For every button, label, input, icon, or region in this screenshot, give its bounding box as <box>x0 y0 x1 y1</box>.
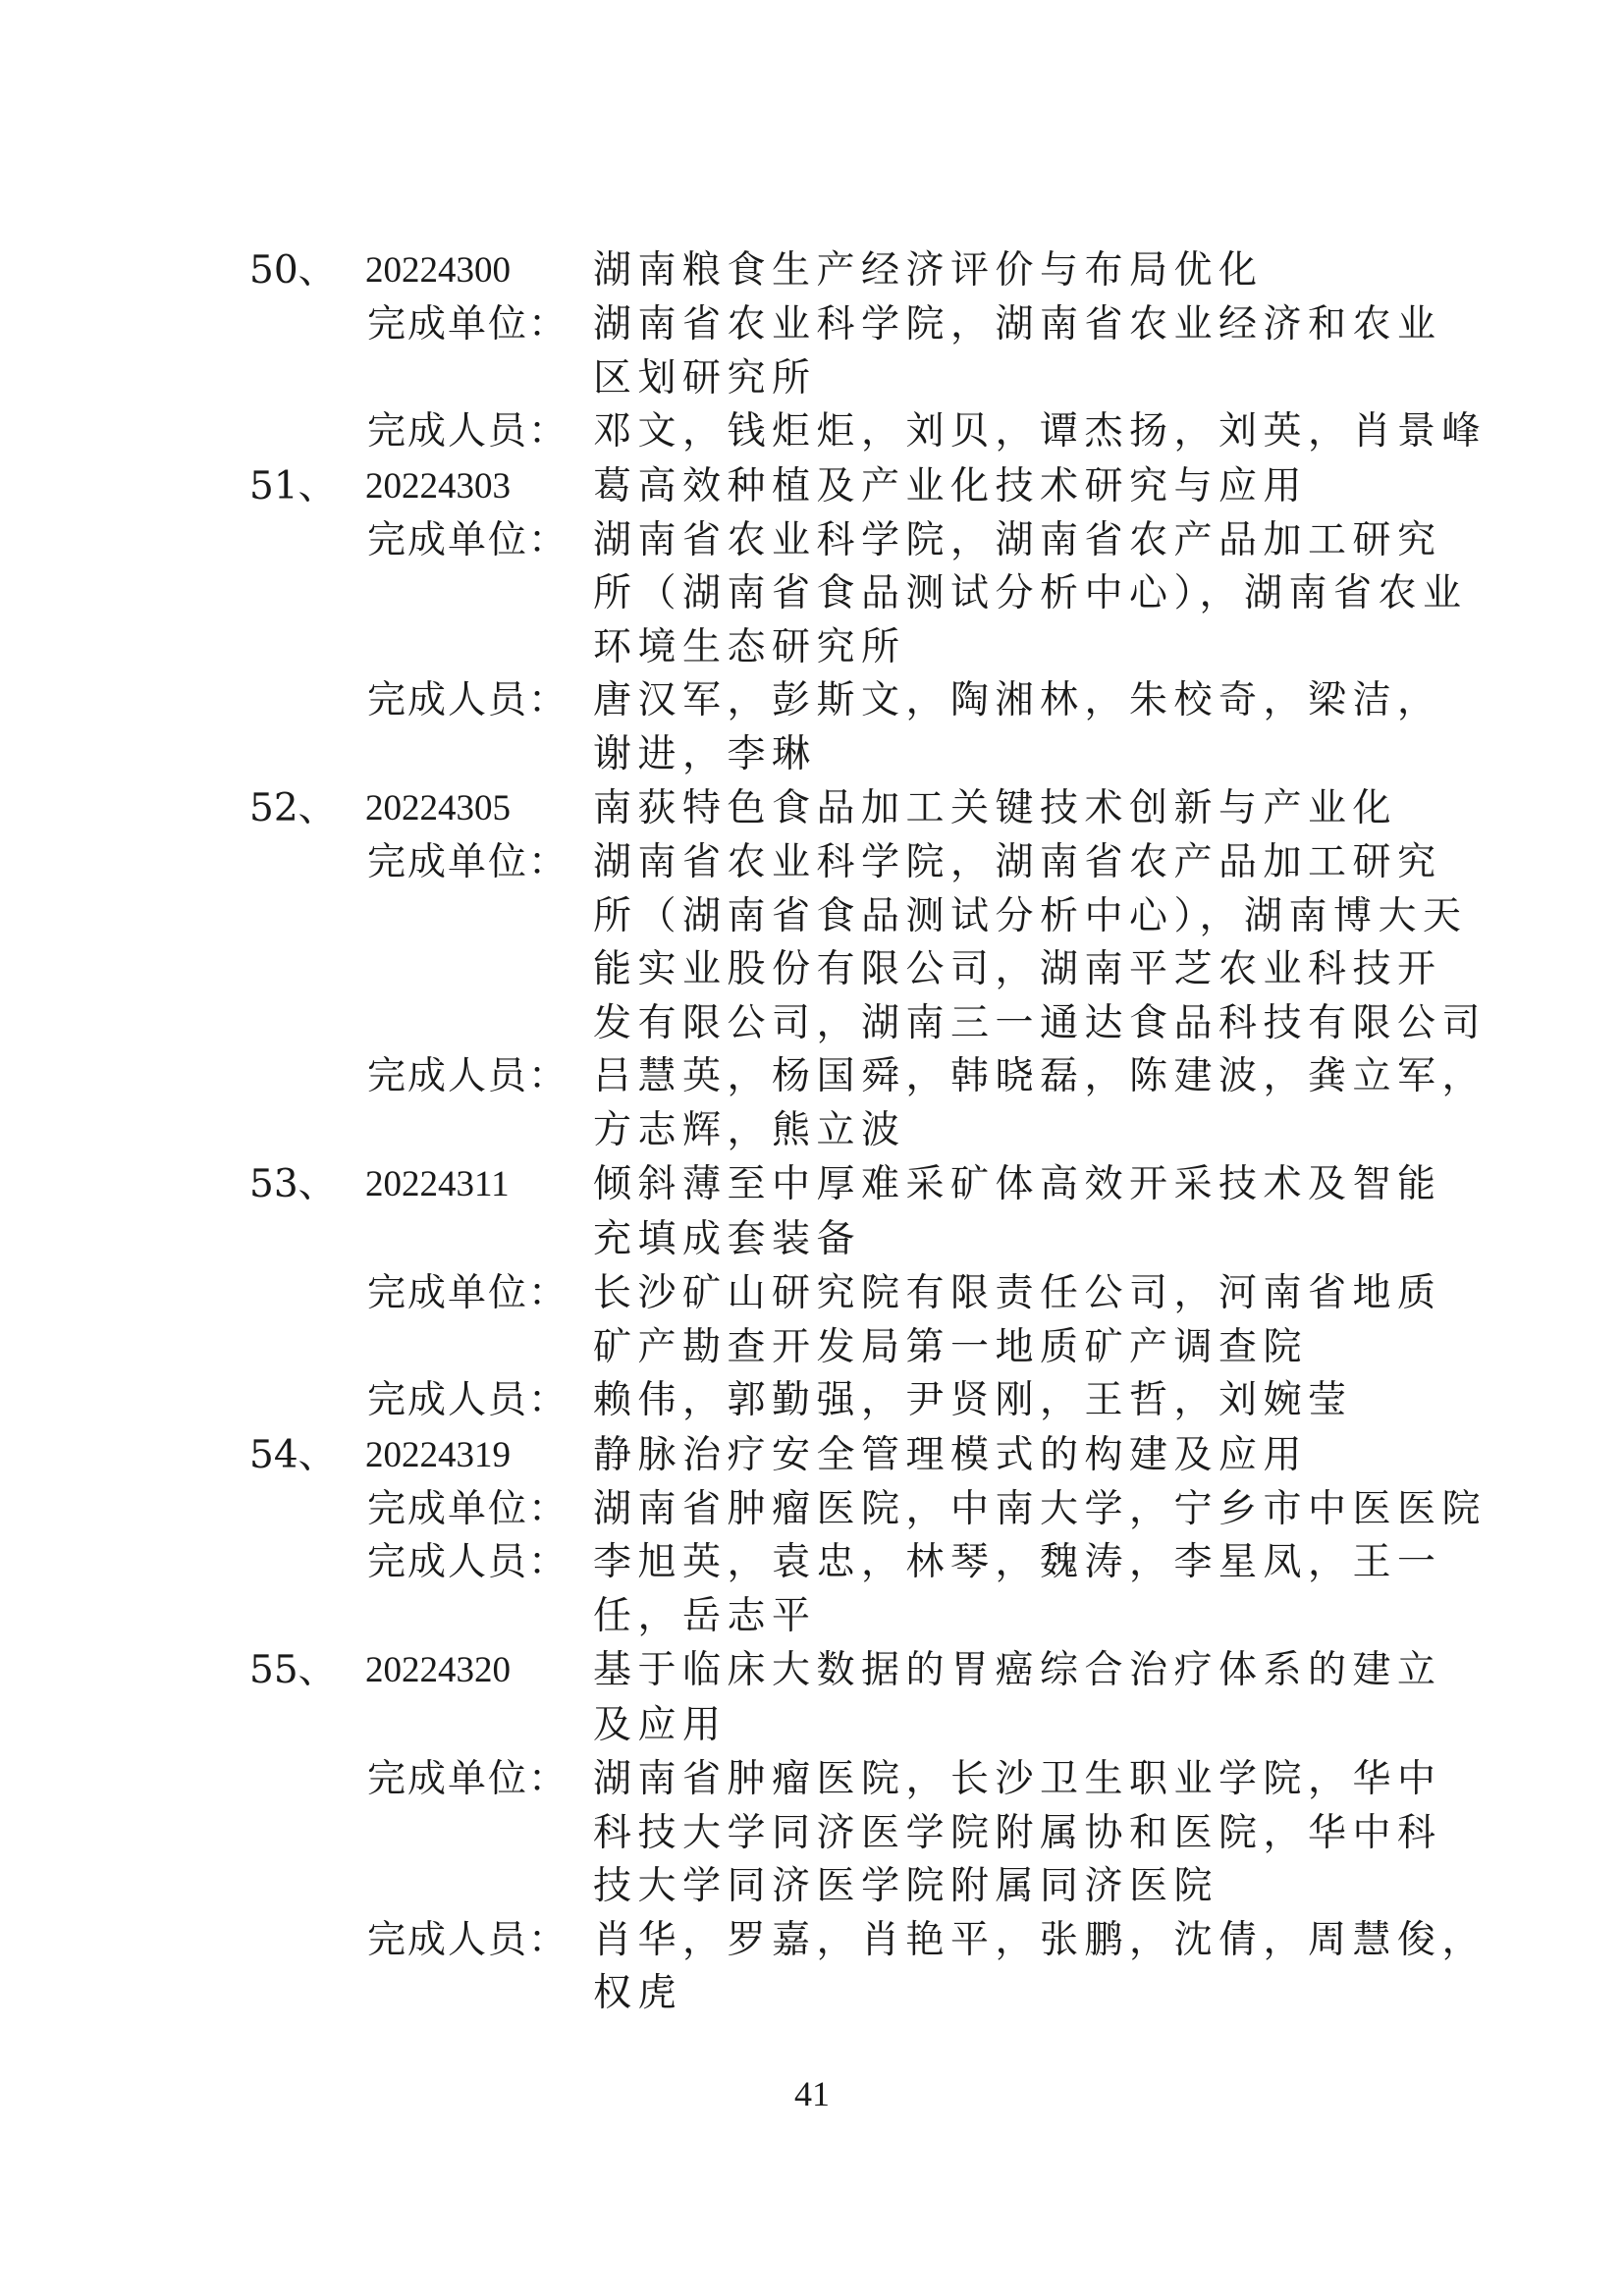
title-line <box>0 1698 1624 1753</box>
people-text: 谢进，李琳 <box>593 731 817 776</box>
unit-label: 完成单位： <box>367 840 569 884</box>
entry-title: 静脉治疗安全管理模式的构建及应用 <box>593 1432 1309 1477</box>
unit-text: 湖南省肿瘤医院，中南大学，宁乡市中医医院 <box>593 1486 1488 1531</box>
unit-text: 环境生态研究所 <box>593 624 906 669</box>
unit-line <box>0 621 1624 675</box>
title-line <box>0 1643 1624 1698</box>
entry-number: 52、 <box>249 786 337 830</box>
entry-item <box>0 1643 1624 2021</box>
unit-label: 完成单位： <box>367 1486 569 1531</box>
title-line <box>0 1428 1624 1483</box>
unit-text: 湖南省农业科学院，湖南省农产品加工研究 <box>593 840 1442 884</box>
people-label: 完成人员： <box>367 1540 569 1584</box>
unit-label: 完成单位： <box>367 517 569 562</box>
unit-text: 湖南省农业科学院，湖南省农业经济和农业 <box>593 302 1442 347</box>
people-text: 权虎 <box>593 1971 683 2015</box>
people-label: 完成人员： <box>367 678 569 722</box>
entry-number: 53、 <box>249 1162 337 1206</box>
entry-item <box>0 243 1624 459</box>
unit-line <box>0 836 1624 890</box>
people-line <box>0 1050 1624 1104</box>
unit-line <box>0 943 1624 997</box>
unit-line <box>0 1483 1624 1537</box>
people-text: 唐汉军，彭斯文，陶湘林，朱校奇，梁洁， <box>593 678 1442 722</box>
entry-item <box>0 781 1624 1157</box>
unit-text: 矿产勘查开发局第一地质矿产调查院 <box>593 1324 1309 1369</box>
people-line <box>0 674 1624 728</box>
entry-code: 20224319 <box>365 1434 511 1475</box>
entry-title: 湖南粮食生产经济评价与布局优化 <box>593 248 1264 293</box>
people-text: 赖伟，郭勤强，尹贤刚，王哲，刘婉莹 <box>593 1378 1353 1422</box>
people-line <box>0 1374 1624 1428</box>
entry-code: 20224303 <box>365 465 511 507</box>
entry-title: 南荻特色食品加工关键技术创新与产业化 <box>593 786 1398 830</box>
people-text: 任，岳志平 <box>593 1593 817 1638</box>
entry-code: 20224300 <box>365 250 511 291</box>
entry-title: 充填成套装备 <box>593 1217 862 1261</box>
title-line <box>0 243 1624 298</box>
unit-line <box>0 997 1624 1051</box>
unit-text: 湖南省农业科学院，湖南省农产品加工研究 <box>593 517 1442 562</box>
entry-item <box>0 459 1624 782</box>
unit-label: 完成单位： <box>367 302 569 347</box>
unit-label: 完成单位： <box>367 1757 569 1801</box>
entry-code: 20224311 <box>365 1164 510 1204</box>
people-text: 吕慧英，杨国舜，韩晓磊，陈建波，龚立军， <box>593 1054 1488 1098</box>
entry-number: 51、 <box>249 463 337 508</box>
people-line <box>0 1967 1624 2021</box>
people-label: 完成人员： <box>367 1054 569 1098</box>
people-line <box>0 405 1624 459</box>
people-label: 完成人员： <box>367 1917 569 1962</box>
entry-code: 20224305 <box>365 788 511 828</box>
people-text: 方志辉，熊立波 <box>593 1107 906 1152</box>
entry-title: 葛高效种植及产业化技术研究与应用 <box>593 463 1309 508</box>
unit-label: 完成单位： <box>367 1271 569 1315</box>
unit-text: 发有限公司，湖南三一通达食品科技有限公司 <box>593 1000 1488 1045</box>
entry-title: 及应用 <box>593 1703 728 1747</box>
entry-number: 50、 <box>249 248 337 293</box>
title-line <box>0 459 1624 514</box>
entry-title: 基于临床大数据的胃癌综合治疗体系的建立 <box>593 1648 1442 1692</box>
entry-item <box>0 1157 1624 1428</box>
entry-item <box>0 1428 1624 1644</box>
people-text: 邓文，钱炬炬，刘贝，谭杰扬，刘英，肖景峰 <box>593 409 1488 454</box>
entry-number: 54、 <box>249 1432 337 1477</box>
title-line <box>0 1157 1624 1212</box>
title-line <box>0 781 1624 836</box>
page-number: 41 <box>794 2074 830 2113</box>
people-line <box>0 1104 1624 1158</box>
unit-line <box>0 1267 1624 1321</box>
title-line <box>0 1212 1624 1267</box>
people-label: 完成人员： <box>367 409 569 454</box>
unit-line <box>0 352 1624 406</box>
unit-text: 所（湖南省食品测试分析中心），湖南省农业 <box>593 571 1468 615</box>
people-label: 完成人员： <box>367 1378 569 1422</box>
unit-line <box>0 1807 1624 1861</box>
people-line <box>0 1536 1624 1590</box>
entry-title: 倾斜薄至中厚难采矿体高效开采技术及智能 <box>593 1162 1442 1206</box>
unit-text: 长沙矿山研究院有限责任公司，河南省地质 <box>593 1271 1442 1315</box>
people-text: 李旭英，袁忠，林琴，魏涛，李星凤，王一 <box>593 1540 1442 1584</box>
unit-line <box>0 1321 1624 1375</box>
people-line <box>0 728 1624 782</box>
people-line <box>0 1914 1624 1968</box>
unit-line <box>0 1753 1624 1807</box>
unit-text: 湖南省肿瘤医院，长沙卫生职业学院，华中 <box>593 1757 1442 1801</box>
unit-text: 技大学同济医学院附属同济医院 <box>593 1864 1219 1908</box>
unit-text: 科技大学同济医学院附属协和医院，华中科 <box>593 1810 1442 1855</box>
unit-line <box>0 1860 1624 1914</box>
unit-line <box>0 514 1624 568</box>
unit-text: 能实业股份有限公司，湖南平芝农业科技开 <box>593 947 1442 991</box>
unit-line <box>0 567 1624 621</box>
people-line <box>0 1590 1624 1644</box>
entry-number: 55、 <box>249 1648 337 1692</box>
unit-line <box>0 298 1624 352</box>
entry-code: 20224320 <box>365 1650 511 1690</box>
document-body <box>0 243 1624 2021</box>
unit-text: 所（湖南省食品测试分析中心），湖南博大天 <box>593 893 1468 938</box>
unit-line <box>0 890 1624 944</box>
unit-text: 区划研究所 <box>593 355 817 400</box>
people-text: 肖华，罗嘉，肖艳平，张鹏，沈倩，周慧俊， <box>593 1917 1488 1962</box>
